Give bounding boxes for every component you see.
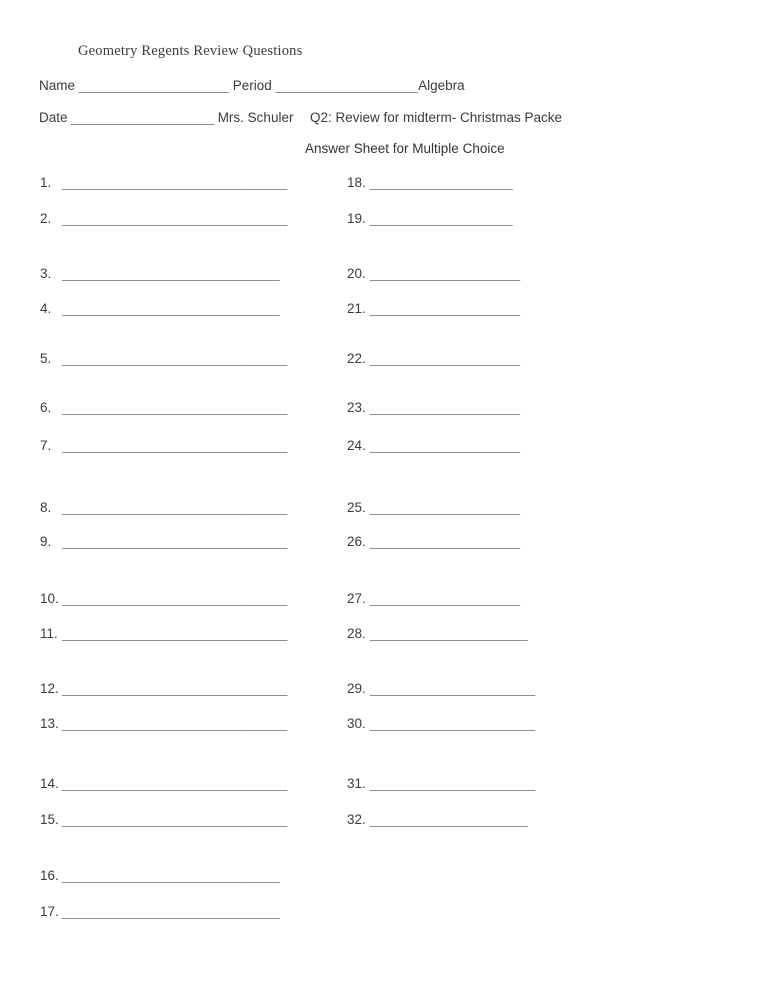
answer-number: 30.	[347, 716, 366, 731]
answer-blank: ______________________________	[62, 626, 288, 641]
answer-row	[347, 681, 535, 697]
answer-number: 16.	[40, 868, 59, 883]
answer-blank: ______________________________	[62, 211, 288, 226]
date-blank: ___________________	[71, 110, 214, 125]
answer-blank: ____________________	[370, 591, 521, 606]
answer-blank: _____________________	[370, 812, 528, 827]
answer-blank: ______________________________	[62, 351, 288, 366]
answer-number: 29.	[347, 681, 366, 696]
answer-blank: ______________________________	[62, 438, 288, 453]
algebra-label: Algebra	[418, 78, 465, 93]
answer-row	[40, 904, 280, 920]
answer-number: 28.	[347, 626, 366, 641]
answer-row	[40, 500, 287, 516]
answer-blank: ______________________	[370, 681, 536, 696]
answer-row	[40, 812, 287, 828]
answer-number: 3.	[40, 266, 52, 281]
answer-blank: _____________________________	[62, 904, 280, 919]
answer-number: 25.	[347, 500, 366, 515]
name-label: Name	[39, 78, 79, 93]
answer-number: 8.	[40, 500, 52, 515]
answer-blank: _____________________________	[62, 301, 280, 316]
period-blank: ___________________	[275, 78, 419, 93]
answer-number: 7.	[40, 438, 52, 453]
page-title: Geometry Regents Review Questions	[78, 43, 303, 59]
answer-number: 31.	[347, 776, 366, 791]
answer-blank: ______________________________	[62, 812, 288, 827]
answer-row	[347, 400, 520, 416]
answer-row	[40, 776, 287, 792]
answer-blank: ______________________________	[62, 681, 288, 696]
answer-row	[347, 301, 520, 317]
answer-row	[347, 716, 535, 732]
answer-blank: ____________________	[370, 301, 521, 316]
answer-blank: ______________________________	[62, 175, 288, 190]
answer-row	[40, 626, 287, 642]
answer-row	[40, 438, 287, 454]
answer-row	[40, 868, 280, 884]
answer-number: 23.	[347, 400, 366, 415]
answer-number: 26.	[347, 534, 366, 549]
answer-number: 14.	[40, 776, 59, 791]
answer-number: 13.	[40, 716, 59, 731]
section-heading: Answer Sheet for Multiple Choice	[305, 141, 505, 156]
answer-number: 19.	[347, 211, 366, 226]
answer-number: 15.	[40, 812, 59, 827]
answer-blank: ____________________	[370, 438, 521, 453]
answer-row	[347, 351, 520, 367]
quarter-info: Q2: Review for midterm- Christmas Packe	[310, 110, 563, 125]
answer-row	[40, 211, 287, 227]
answer-blank: ___________________	[370, 175, 513, 190]
answer-row	[40, 534, 287, 550]
answer-number: 5.	[40, 351, 52, 366]
answer-row	[347, 776, 535, 792]
answer-number: 9.	[40, 534, 52, 549]
answer-number: 32.	[347, 812, 366, 827]
date-line	[39, 109, 563, 126]
name-line	[39, 77, 465, 94]
answer-row	[40, 400, 287, 416]
answer-blank: ____________________	[370, 351, 521, 366]
answer-blank: ______________________	[370, 776, 536, 791]
answer-row	[347, 591, 520, 607]
answer-number: 22.	[347, 351, 366, 366]
answer-number: 12.	[40, 681, 59, 696]
answer-blank: _____________________	[370, 626, 528, 641]
answer-blank: ______________________________	[62, 716, 288, 731]
answer-row	[347, 500, 520, 516]
answer-number: 21.	[347, 301, 366, 316]
answer-row	[347, 266, 520, 282]
answer-row	[40, 591, 287, 607]
answer-number: 24.	[347, 438, 366, 453]
answer-blank: ______________________________	[62, 500, 288, 515]
answer-row	[347, 175, 513, 191]
answer-row	[40, 681, 287, 697]
answer-blank: ______________________	[370, 716, 536, 731]
answer-blank: _____________________________	[62, 868, 280, 883]
answer-number: 1.	[40, 175, 52, 190]
answer-number: 2.	[40, 211, 52, 226]
answer-blank: ______________________________	[62, 776, 288, 791]
answer-number: 10.	[40, 591, 59, 606]
answer-blank: ______________________________	[62, 591, 288, 606]
answer-row	[40, 716, 287, 732]
answer-blank: ____________________	[370, 400, 521, 415]
answer-row	[40, 175, 287, 191]
answer-row	[40, 301, 280, 317]
answer-blank: ___________________	[370, 211, 513, 226]
answer-blank: ____________________	[370, 266, 521, 281]
answer-number: 11.	[40, 626, 58, 641]
answer-number: 6.	[40, 400, 52, 415]
answer-blank: ______________________________	[62, 534, 288, 549]
answer-blank: ____________________	[370, 534, 521, 549]
answer-number: 4.	[40, 301, 52, 316]
answer-number: 18.	[347, 175, 366, 190]
name-blank: ____________________	[78, 78, 229, 93]
answer-row	[347, 812, 528, 828]
answer-number: 17.	[40, 904, 59, 919]
answer-blank: _____________________________	[62, 266, 280, 281]
answer-blank: ____________________	[370, 500, 521, 515]
date-label: Date	[39, 110, 72, 125]
period-label: Period	[228, 78, 276, 93]
answer-blank: ______________________________	[62, 400, 288, 415]
answer-number: 20.	[347, 266, 366, 281]
answer-row	[347, 534, 520, 550]
answer-row	[40, 266, 280, 282]
answer-row	[347, 626, 528, 642]
answer-number: 27.	[347, 591, 366, 606]
answer-row	[347, 438, 520, 454]
answer-row	[40, 351, 287, 367]
teacher-name: Mrs. Schuler	[213, 110, 294, 125]
answer-row	[347, 211, 513, 227]
